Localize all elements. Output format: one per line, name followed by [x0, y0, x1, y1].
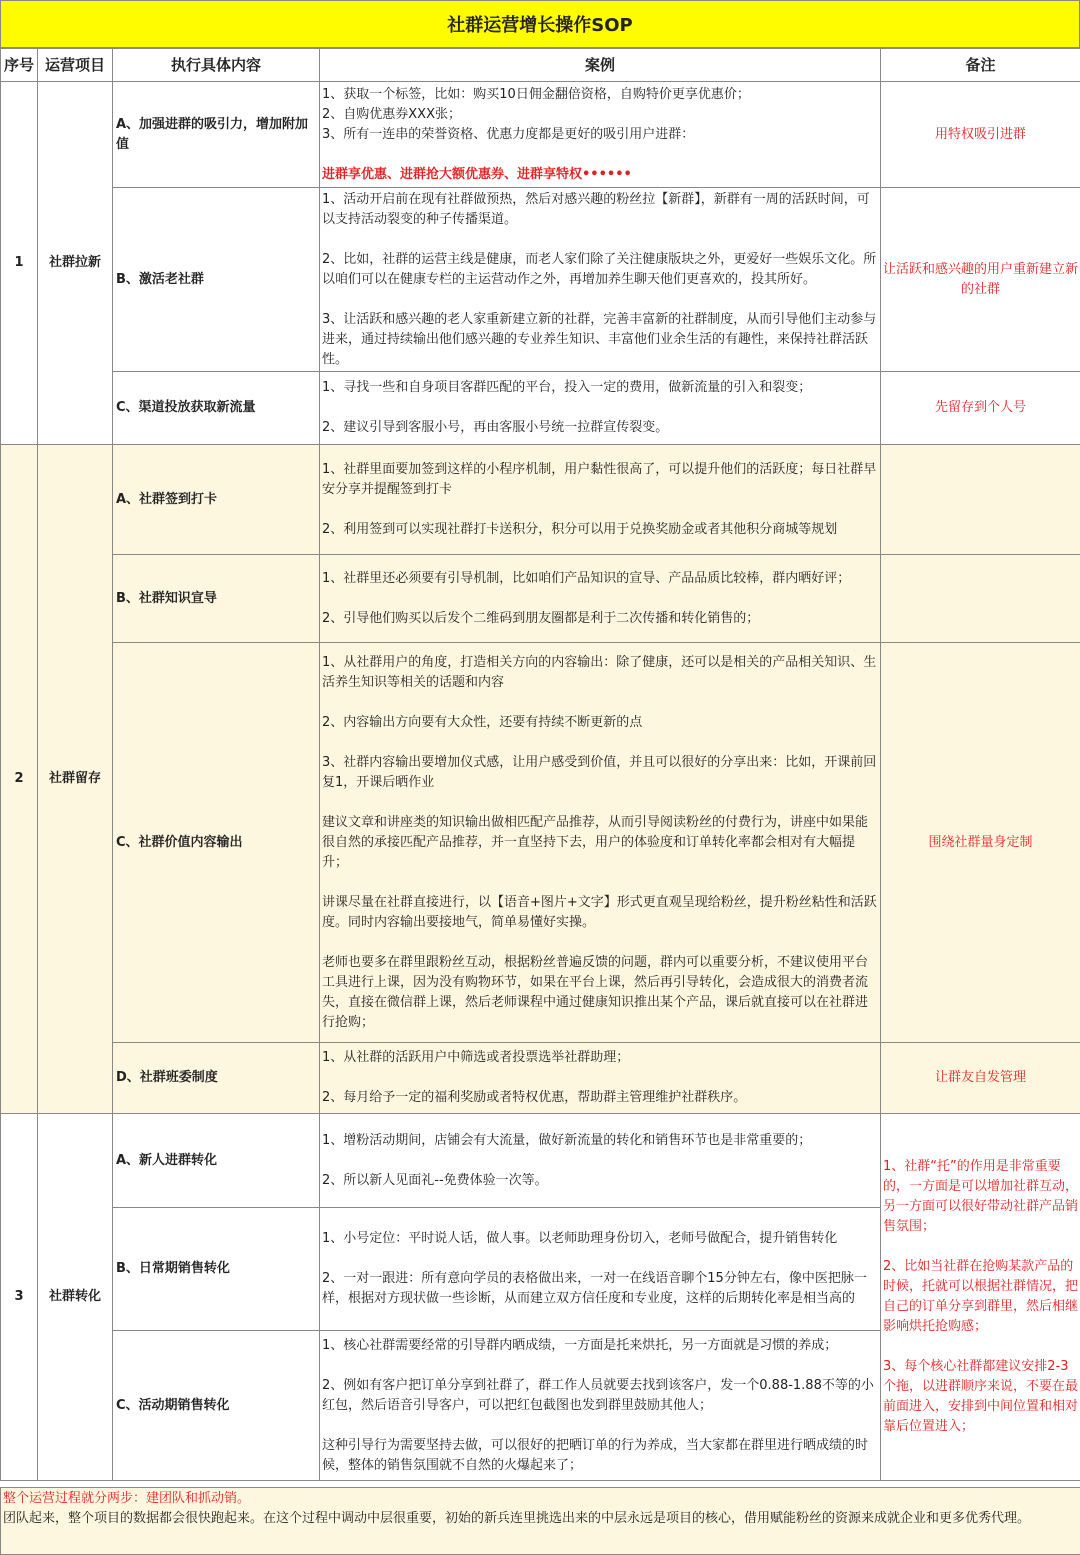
table-row	[1, 372, 1080, 445]
case-spacer	[322, 290, 878, 310]
case-cell	[320, 1043, 881, 1114]
table-row	[1, 82, 1080, 188]
sheet-title: 社群运营增长操作SOP	[0, 0, 1080, 48]
note-cell: 让活跃和感兴趣的用户重新建立新的社群	[881, 188, 1080, 372]
note-line: 3、每个核心社群都建议安排2-3个拖，以进群顺序来说，不要在最前面进入，安排到中间位置和相对靠后位置进入；	[883, 1357, 1078, 1437]
section-number: 2	[1, 445, 38, 1114]
table-row	[1, 1043, 1080, 1114]
case-spacer	[322, 1416, 878, 1436]
note-cell: 围绕社群量身定制	[881, 643, 1080, 1043]
section-number: 1	[1, 82, 38, 445]
case-line: 2、建议引导到客服小号，再由客服小号统一拉群宣传裂变。	[322, 418, 878, 438]
case-line: 讲课尽量在社群直接进行，以【语音+图片+文字】形式更直观呈现给粉丝，提升粉丝粘性和活跃度。同时内容输出要接地气，简单易懂好实操。	[322, 893, 878, 933]
case-line: 2、利用签到可以实现社群打卡送积分，积分可以用于兑换奖励金或者其他积分商城等规划	[322, 520, 878, 540]
case-line: 2、一对一跟进：所有意向学员的表格做出来，一对一在线语音聊个15分钟左右，像中医把脉一样，根据对方现状做一些诊断，从而建立双方信任度和专业度，这样的后期转化率是相当高的	[322, 1269, 878, 1309]
note-cell: 用特权吸引进群	[881, 82, 1080, 188]
case-spacer	[322, 398, 878, 418]
case-line: 1、从社群的活跃用户中筛选或者投票选举社群助理；	[322, 1048, 878, 1068]
item-title: A、加强进群的吸引力，增加附加值	[113, 82, 320, 188]
case-spacer	[322, 733, 878, 753]
note-spacer	[883, 1337, 1078, 1357]
note-cell: 让群友自发管理	[881, 1043, 1080, 1114]
item-title: B、社群知识宣导	[113, 555, 320, 643]
case-line: 1、社群里面要加签到这样的小程序机制，用户黏性很高了，可以提升他们的活跃度；每日社群早安分享并提醒签到打卡	[322, 460, 878, 500]
case-line: 1、增粉活动期间，店铺会有大流量，做好新流量的转化和销售环节也是非常重要的；	[322, 1131, 878, 1151]
item-title: C、渠道投放获取新流量	[113, 372, 320, 445]
sop-table	[0, 48, 1080, 1481]
case-line: 3、社群内容输出要增加仪式感，让用户感受到价值，并且可以很好的分享出来：比如，开课前回复1，开课后晒作业	[322, 753, 878, 793]
case-line: 2、内容输出方向要有大众性，还要有持续不断更新的点	[322, 713, 878, 733]
table-row	[1, 555, 1080, 643]
case-line: 这种引导行为需要坚持去做，可以很好的把晒订单的行为养成，当大家都在群里进行晒成绩的时候，整体的销售氛围就不自然的火爆起来了；	[322, 1436, 878, 1476]
case-cell	[320, 1331, 881, 1481]
case-line: 1、活动开启前在现有社群做预热，然后对感兴趣的粉丝拉【新群】，新群有一周的活跃时间，可以支持活动裂变的种子传播渠道。	[322, 190, 878, 230]
header-content: 执行具体内容	[113, 49, 320, 82]
section-project: 社群留存	[38, 445, 113, 1114]
case-cell	[320, 1114, 881, 1208]
header-row	[1, 49, 1080, 82]
item-title: A、社群签到打卡	[113, 445, 320, 555]
case-line: 1、小号定位：平时说人话，做人事。以老师助理身份切入，老师号做配合，提升销售转化	[322, 1229, 878, 1249]
case-cell	[320, 82, 881, 188]
case-spacer	[322, 793, 878, 813]
item-title: A、新人进群转化	[113, 1114, 320, 1208]
footer-line-2: 团队起来，整个项目的数据都会很快跑起来。在这个过程中调动中层很重要，初始的新兵连里挑选出来的中层永远是项目的核心，借用赋能粉丝的资源来成就企业和更多优秀代理。	[3, 1509, 1079, 1529]
table-row	[1, 445, 1080, 555]
section-project: 社群转化	[38, 1114, 113, 1481]
case-line: 2、引导他们购买以后发个二维码到朋友圈都是利于二次传播和转化销售的；	[322, 609, 878, 629]
case-spacer	[322, 145, 878, 165]
case-cell	[320, 555, 881, 643]
case-spacer	[322, 1249, 878, 1269]
note-cell	[881, 445, 1080, 555]
case-line: 2、每月给予一定的福利奖励或者特权优惠，帮助群主管理维护社群秩序。	[322, 1088, 878, 1108]
case-spacer	[322, 933, 878, 953]
case-cell	[320, 643, 881, 1043]
case-line: 建议文章和讲座类的知识输出做相匹配产品推荐，从而引导阅读粉丝的付费行为，讲座中如果能很自然的承接匹配产品推荐，并一直坚持下去，用户的体验度和订单转化率都会相对有大幅提升；	[322, 813, 878, 873]
item-title: C、社群价值内容输出	[113, 643, 320, 1043]
note-cell	[881, 1114, 1080, 1481]
case-line: 2、比如，社群的运营主线是健康，而老人家们除了关注健康版块之外，更爱好一些娱乐文化。所以咱们可以在健康专栏的主运营动作之外，再增加养生聊天他们更喜欢的，投其所好。	[322, 250, 878, 290]
item-title: D、社群班委制度	[113, 1043, 320, 1114]
case-line: 2、所以新人见面礼--免费体验一次等。	[322, 1171, 878, 1191]
case-spacer	[322, 500, 878, 520]
case-line: 1、获取一个标签，比如：购买10日佣金翻倍资格，自购特价更享优惠价；	[322, 85, 878, 105]
case-line: 1、社群里还必须要有引导机制，比如咱们产品知识的宣导、产品品质比较棒，群内晒好评；	[322, 569, 878, 589]
table-row	[1, 1114, 1080, 1208]
note-line: 2、比如当社群在抢购某款产品的时候，托就可以根据社群情况，把自己的订单分享到群里，然后相继影响烘托抢购感；	[883, 1257, 1078, 1337]
item-title: B、日常期销售转化	[113, 1208, 320, 1331]
case-spacer	[322, 693, 878, 713]
case-cell	[320, 372, 881, 445]
header-note: 备注	[881, 49, 1080, 82]
section-project: 社群拉新	[38, 82, 113, 445]
case-line: 1、核心社群需要经常的引导群内晒成绩，一方面是托来烘托，另一方面就是习惯的养成；	[322, 1336, 878, 1356]
case-cell	[320, 188, 881, 372]
case-line: 3、让活跃和感兴趣的老人家重新建立新的社群，完善丰富新的社群制度，从而引导他们主动参与进来，通过持续输出他们感兴趣的专业养生知识、丰富他们业余生活的有趣性，来保持社群活跃性。	[322, 310, 878, 370]
case-line: 2、自购优惠券XXX张；	[322, 105, 878, 125]
header-case: 案例	[320, 49, 881, 82]
note-cell	[881, 555, 1080, 643]
note-cell: 先留存到个人号	[881, 372, 1080, 445]
case-spacer	[322, 1068, 878, 1088]
note-line: 1、社群“托”的作用是非常重要的，一方面是可以增加社群互动，另一方面可以很好带动社群产品销售氛围；	[883, 1157, 1078, 1237]
case-spacer	[322, 873, 878, 893]
item-title: C、活动期销售转化	[113, 1331, 320, 1481]
case-spacer	[322, 1356, 878, 1376]
note-spacer	[883, 1237, 1078, 1257]
case-line: 3、所有一连串的荣誉资格、优惠力度都是更好的吸引用户进群：	[322, 125, 878, 145]
header-num: 序号	[1, 49, 38, 82]
footer-line-1: 整个运营过程就分两步：建团队和抓动销。	[3, 1489, 1079, 1509]
item-title: B、激活老社群	[113, 188, 320, 372]
table-row	[1, 643, 1080, 1043]
case-highlight: 进群享优惠、进群抢大额优惠券、进群享特权••••••	[322, 165, 878, 185]
case-line: 2、例如有客户把订单分享到社群了，群工作人员就要去找到该客户，发一个0.88-1.88不等的小红包，然后语音引导客户，可以把红包截图也发到群里鼓励其他人；	[322, 1376, 878, 1416]
footer-summary	[0, 1487, 1080, 1555]
case-line: 老师也要多在群里跟粉丝互动，根据粉丝普遍反馈的问题，群内可以重要分析，不建议使用平台工具进行上课，因为没有购物环节，如果在平台上课，然后再引导转化，会造成很大的消费者流失，直接在微信群上课，然后老师课程中通过健康知识推出某个产品，课后就直接可以在社群进行抢购；	[322, 953, 878, 1033]
case-spacer	[322, 1151, 878, 1171]
section-number: 3	[1, 1114, 38, 1481]
header-project: 运营项目	[38, 49, 113, 82]
case-spacer	[322, 589, 878, 609]
case-cell	[320, 445, 881, 555]
table-row	[1, 188, 1080, 372]
case-line: 1、寻找一些和自身项目客群匹配的平台，投入一定的费用，做新流量的引入和裂变；	[322, 378, 878, 398]
case-cell	[320, 1208, 881, 1331]
case-line: 1、从社群用户的角度，打造相关方向的内容输出：除了健康，还可以是相关的产品相关知识、生活养生知识等相关的话题和内容	[322, 653, 878, 693]
case-spacer	[322, 230, 878, 250]
